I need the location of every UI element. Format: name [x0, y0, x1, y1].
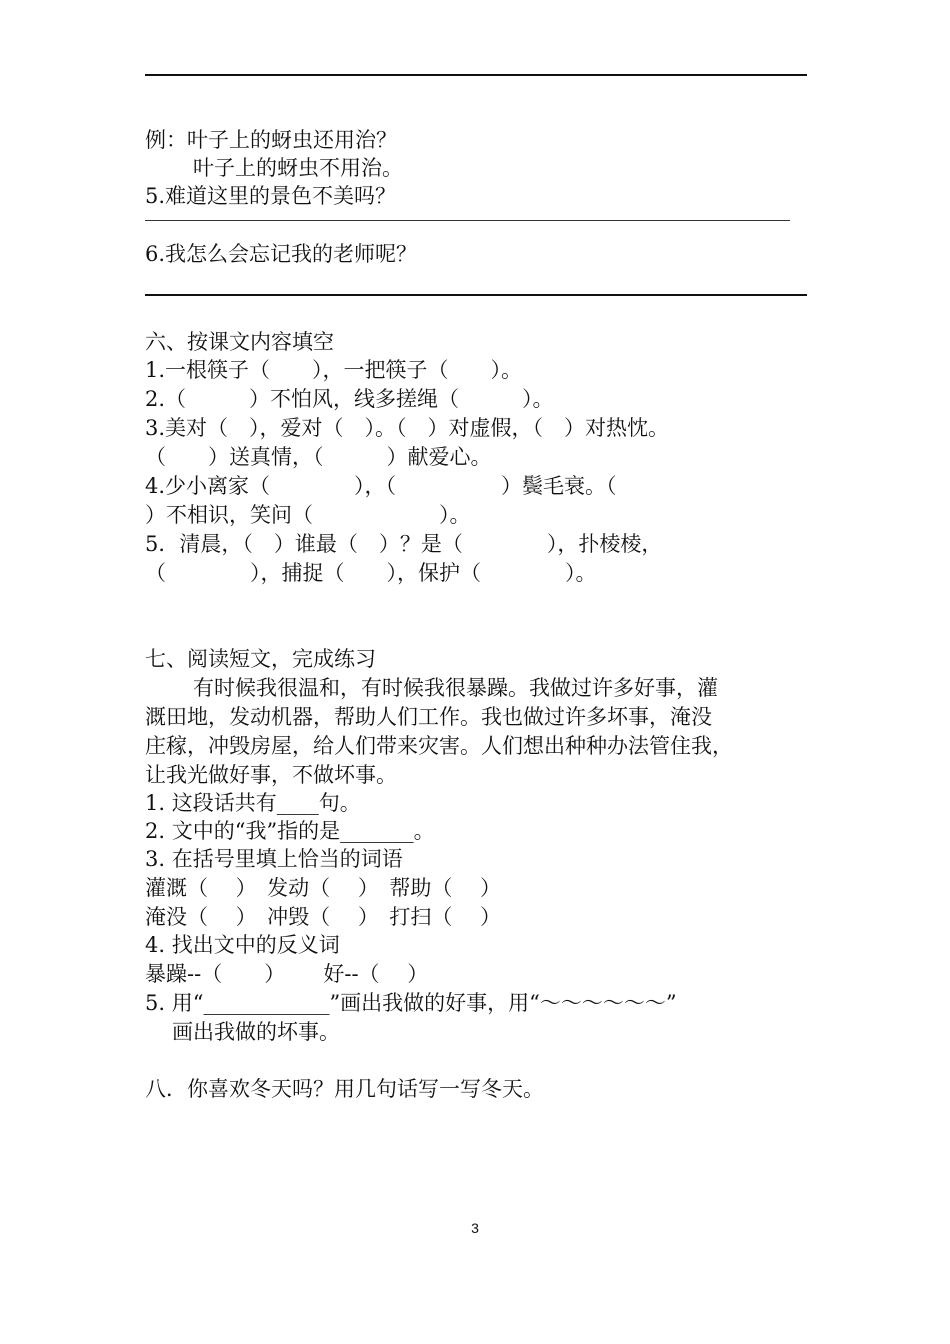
question-5: 5.难道这里的景色不美吗？: [145, 184, 397, 208]
page-number: 3: [471, 1220, 479, 1236]
reading-question-3: 3. 在括号里填上恰当的词语: [145, 847, 403, 871]
answer-line: [145, 74, 807, 76]
word-fill-row-1: 灌溉（ ） 发动（ ） 帮助（ ）: [145, 876, 502, 900]
reading-question-1: 1. 这段话共有____句。: [145, 791, 361, 815]
reading-question-4: 4. 找出文中的反义词: [145, 933, 340, 957]
fill-line-1: 1.一根筷子（ ），一把筷子（ ）。: [145, 358, 523, 382]
fill-line-4: 4.少小离家（ ），（ ）鬓毛衰。（: [145, 474, 617, 498]
fill-line-5b: （ ），捕捉（ ），保护（ ）。: [145, 561, 597, 585]
word-fill-row-2: 淹没（ ） 冲毁（ ） 打扫（ ）: [145, 905, 502, 929]
answer-line: [145, 294, 807, 296]
answer-line: [145, 220, 790, 221]
fill-line-5: 5．清晨，（ ）谁最（ ）？是（ ），扑棱棱，: [145, 532, 663, 556]
reading-question-5-cont: 画出我做的坏事。: [172, 1020, 340, 1044]
section-7-title: 七、阅读短文，完成练习: [145, 647, 376, 671]
question-6: 6.我怎么会忘记我的老师呢？: [145, 242, 418, 266]
section-8-title: 八．你喜欢冬天吗？用几句话写一写冬天。: [145, 1077, 544, 1101]
example-answer: 叶子上的蚜虫不用治。: [193, 156, 403, 180]
antonym-row: 暴躁--（ ） 好--（ ）: [145, 962, 429, 986]
fill-line-4b: ）不相识，笑问（ ）。: [145, 503, 471, 527]
example-question: 例：叶子上的蚜虫还用治？: [145, 128, 397, 152]
passage-line-3: 庄稼，冲毁房屋，给人们带来灾害。人们想出种种办法管住我，: [145, 734, 733, 758]
reading-question-2: 2. 文中的“我”指的是_______。: [145, 819, 435, 843]
passage-line-1: 有时候我很温和，有时候我很暴躁。我做过许多好事，灌: [193, 676, 718, 700]
section-6-title: 六、按课文内容填空: [145, 330, 334, 354]
fill-line-3: 3.美对（ ），爱对（ ）。（ ）对虚假，（ ）对热忱。: [145, 416, 670, 440]
passage-line-4: 让我光做好事，不做坏事。: [145, 763, 397, 787]
fill-line-2: 2.（ ）不怕风，线多搓绳（ ）。: [145, 387, 554, 411]
fill-line-3b: （ ）送真情，（ ）献爱心。: [145, 445, 492, 469]
passage-line-2: 溉田地，发动机器，帮助人们工作。我也做过许多坏事，淹没: [145, 705, 712, 729]
reading-question-5: 5. 用“____________”画出我做的好事，用“～～～～～～”: [145, 991, 677, 1015]
